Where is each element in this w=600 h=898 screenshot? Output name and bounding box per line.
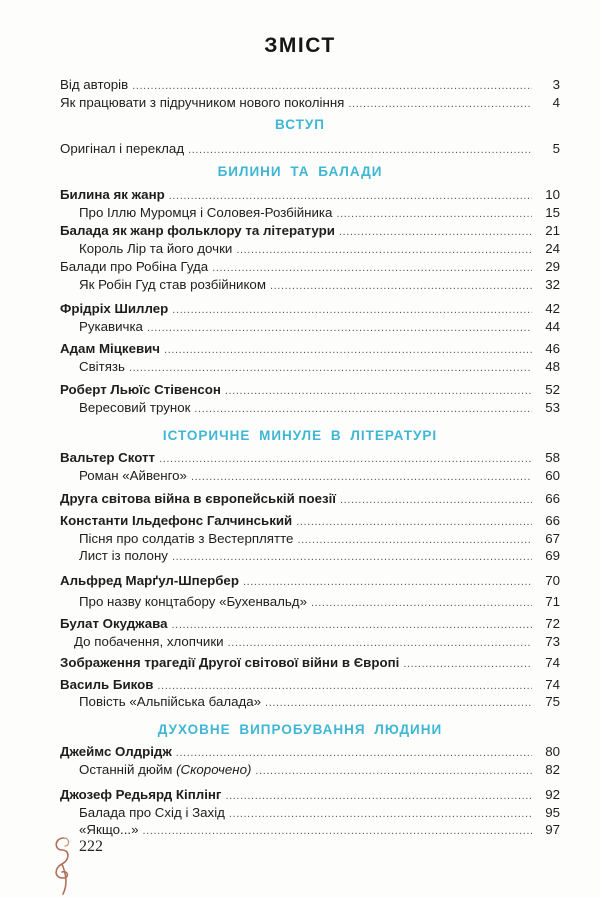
entry-title: Останній дюйм — [79, 762, 173, 777]
entry-label: Повість «Альпійська балада» — [79, 694, 262, 709]
dot-leader — [270, 277, 532, 295]
entry-page: 32 — [545, 277, 560, 292]
entry-label: Про назву концтабору «Бухенвальд» — [79, 594, 307, 609]
dot-leader — [212, 259, 532, 277]
dot-leader — [296, 513, 532, 531]
dot-leader — [132, 77, 532, 95]
entry-label: Василь Биков — [60, 677, 154, 692]
entry-page: 73 — [545, 634, 560, 649]
dot-leader — [172, 301, 532, 319]
section-heading: БИЛИНИ ТА БАЛАДИ — [217, 164, 383, 179]
dot-leader — [336, 205, 532, 223]
toc-entry[interactable] — [60, 258, 560, 276]
dot-leader — [340, 491, 532, 509]
dot-leader — [348, 95, 532, 113]
dot-leader — [403, 655, 532, 673]
entry-label: До побачення, хлопчики — [74, 634, 224, 649]
entry-label: Вересовий трунок — [79, 400, 191, 415]
entry-label: Джозеф Редьярд Кіплінг — [60, 787, 222, 802]
dot-leader — [311, 594, 532, 612]
toc-entry[interactable] — [60, 572, 560, 590]
entry-page: 74 — [545, 677, 560, 692]
toc-entry[interactable] — [79, 399, 560, 417]
entry-label — [79, 761, 255, 779]
toc-entry[interactable] — [60, 654, 560, 672]
entry-page: 58 — [545, 450, 560, 465]
entry-label: «Якщо...» — [79, 822, 139, 837]
entry-page: 67 — [545, 531, 560, 546]
toc-entry[interactable] — [79, 821, 560, 839]
section-heading: ВСТУП — [275, 117, 325, 132]
entry-label: Роман «Айвенго» — [79, 468, 187, 483]
entry-page: 95 — [545, 805, 560, 820]
entry-label: Адам Міцкевич — [60, 341, 161, 356]
dot-leader — [172, 616, 532, 634]
dot-leader — [159, 450, 532, 468]
dot-leader — [236, 241, 532, 259]
entry-page: 66 — [545, 491, 560, 506]
dot-leader — [228, 634, 532, 652]
entry-page: 48 — [545, 359, 560, 374]
toc-entry[interactable] — [60, 676, 560, 694]
entry-page: 24 — [545, 241, 560, 256]
toc-entry[interactable] — [60, 381, 560, 399]
entry-page: 70 — [545, 573, 560, 588]
dot-leader — [194, 400, 532, 418]
toc-entry[interactable] — [79, 276, 560, 294]
entry-label: Джеймс Олдрідж — [60, 744, 172, 759]
entry-page: 42 — [545, 301, 560, 316]
entry-label: Билина як жанр — [60, 187, 165, 202]
toc-entry[interactable] — [79, 318, 560, 336]
entry-page: 75 — [545, 694, 560, 709]
toc-entry[interactable] — [60, 76, 560, 94]
entry-page: 44 — [545, 319, 560, 334]
dot-leader — [225, 787, 532, 805]
entry-label: Лист із полону — [79, 548, 168, 563]
entry-page: 60 — [545, 468, 560, 483]
entry-label: Зображення трагедії Другої світової війни в Європі — [60, 655, 400, 670]
entry-page: 72 — [545, 616, 560, 631]
toc-entry[interactable] — [60, 186, 560, 204]
entry-label: Оригінал і переклад — [60, 141, 185, 156]
entry-page: 21 — [545, 223, 560, 238]
toc-entry[interactable] — [79, 761, 560, 779]
entry-page: 71 — [545, 594, 560, 609]
entry-label: Балада про Схід і Захід — [79, 805, 225, 820]
toc-entry[interactable] — [60, 786, 560, 804]
page-title: ЗМІСТ — [264, 34, 336, 57]
entry-label: Булат Окуджава — [60, 616, 168, 631]
dot-leader — [169, 187, 532, 205]
dot-leader — [164, 341, 532, 359]
entry-label: Роберт Льюїс Стівенсон — [60, 382, 221, 397]
dot-leader — [147, 319, 532, 337]
dot-leader — [191, 468, 532, 486]
entry-page: 10 — [545, 187, 560, 202]
toc-entry[interactable] — [60, 615, 560, 633]
entry-page: 80 — [545, 744, 560, 759]
toc-entry[interactable] — [60, 340, 560, 358]
toc-entry[interactable] — [60, 94, 560, 112]
entry-label: Рукавичка — [79, 319, 143, 334]
entry-label: Як працювати з підручником нового покоління — [60, 95, 345, 110]
toc-entry[interactable] — [79, 240, 560, 258]
entry-label: Від авторів — [60, 77, 129, 92]
page-number: 222 — [79, 838, 103, 855]
section-heading: ДУХОВНЕ ВИПРОБУВАННЯ ЛЮДИНИ — [157, 722, 443, 737]
entry-page: 97 — [545, 822, 560, 837]
dot-leader — [176, 744, 532, 762]
toc-entry[interactable] — [79, 204, 560, 222]
entry-page: 3 — [552, 77, 560, 92]
entry-page: 52 — [545, 382, 560, 397]
section-heading: ІСТОРИЧНЕ МИНУЛЕ В ЛІТЕРАТУРІ — [162, 428, 438, 443]
entry-page: 66 — [545, 513, 560, 528]
entry-label: Про Іллю Муромця і Соловея-Розбійника — [79, 205, 333, 220]
swirl-ornament-icon — [50, 834, 76, 896]
entry-label: Балада як жанр фольклору та літератури — [60, 223, 335, 238]
entry-label: Світязь — [79, 359, 125, 374]
toc-entry[interactable] — [60, 300, 560, 318]
dot-leader — [188, 141, 532, 159]
toc-entry[interactable] — [79, 467, 560, 485]
entry-label: Друга світова війна в європейській поезії — [60, 491, 337, 506]
entry-page: 5 — [552, 141, 560, 156]
toc-entry[interactable] — [74, 633, 560, 651]
entry-page: 74 — [545, 655, 560, 670]
entry-label: Як Робін Гуд став розбійником — [79, 277, 266, 292]
entry-label: Пісня про солдатів з Вестерплятте — [79, 531, 294, 546]
toc-entry[interactable] — [79, 804, 560, 822]
dot-leader — [243, 573, 532, 591]
toc-entry[interactable] — [79, 358, 560, 376]
dot-leader — [265, 694, 532, 712]
entry-page: 15 — [545, 205, 560, 220]
dot-leader — [225, 382, 532, 400]
entry-page: 53 — [545, 400, 560, 415]
toc-entry[interactable] — [60, 490, 560, 508]
toc-entry[interactable] — [79, 593, 560, 611]
entry-page: 29 — [545, 259, 560, 274]
toc-entry[interactable] — [79, 547, 560, 565]
toc-entry[interactable] — [60, 140, 560, 158]
toc-entry[interactable] — [60, 222, 560, 240]
entry-page: 82 — [545, 762, 560, 777]
entry-page: 69 — [545, 548, 560, 563]
toc-entry[interactable] — [60, 449, 560, 467]
entry-page: 4 — [552, 95, 560, 110]
toc-entry[interactable] — [79, 530, 560, 548]
entry-label: Вальтер Скотт — [60, 450, 156, 465]
dot-leader — [255, 762, 532, 780]
toc-entry[interactable] — [60, 512, 560, 530]
dot-leader — [172, 548, 532, 566]
entry-page: 46 — [545, 341, 560, 356]
entry-label: Фрідріх Шиллер — [60, 301, 169, 316]
entry-label: Балади про Робіна Гуда — [60, 259, 209, 274]
entry-label: Альфред Марґул-Шпербер — [60, 573, 239, 588]
toc-entry[interactable] — [79, 693, 560, 711]
toc-entry[interactable] — [60, 743, 560, 761]
dot-leader — [339, 223, 532, 241]
dot-leader — [129, 359, 532, 377]
dot-leader — [142, 822, 532, 840]
entry-label: Король Лір та його дочки — [79, 241, 233, 256]
entry-label: Константи Ільдефонс Галчинський — [60, 513, 293, 528]
entry-note: (Скорочено) — [176, 762, 252, 777]
entry-page: 92 — [545, 787, 560, 802]
